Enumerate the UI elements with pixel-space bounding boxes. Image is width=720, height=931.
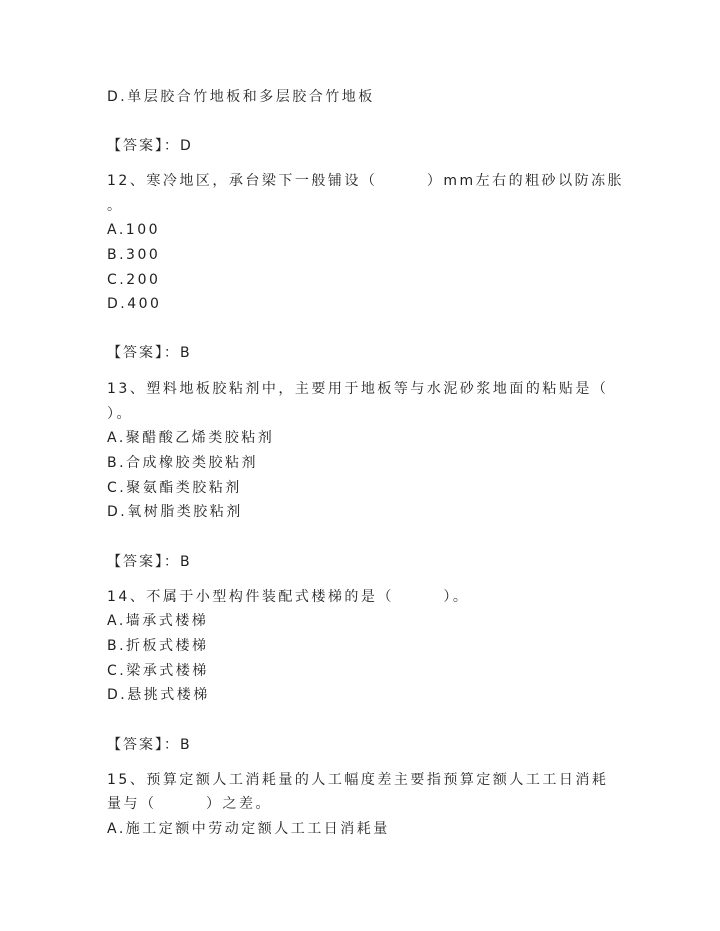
q13-stem-line-2: ）。 [107, 406, 133, 422]
q14-answer: 【答案】：B [107, 737, 192, 753]
q15-stem-line-2: 量与（ ）之差。 [107, 796, 272, 812]
q12-option-c: C.200 [107, 272, 161, 288]
q13-option-b: B.合成橡胶类胶粘剂 [107, 455, 259, 471]
q14-stem: 14、不属于小型构件装配式楼梯的是（ ）。 [107, 589, 470, 605]
q12-answer: 【答案】：B [107, 345, 192, 361]
q12-stem-line-1: 12、寒冷地区，承台梁下一般铺设（ ）mm左右的粗砂以防冻胀 [107, 173, 625, 189]
q14-option-d: D.悬挑式楼梯 [107, 687, 210, 703]
q14-option-a: A.墙承式楼梯 [107, 613, 209, 629]
q13-answer: 【答案】：B [107, 554, 192, 570]
q15-stem-line-1: 15、预算定额人工消耗量的人工幅度差主要指预算定额人工工日消耗 [107, 772, 609, 788]
q12-option-b: B.300 [107, 247, 161, 263]
q13-option-a: A.聚醋酸乙烯类胶粘剂 [107, 430, 275, 446]
q11-answer: 【答案】：D [107, 138, 193, 154]
q11-option-d: D.单层胶合竹地板和多层胶合竹地板 [107, 89, 375, 105]
q12-stem-line-2: 。 [107, 198, 124, 214]
q15-option-a: A.施工定额中劳动定额人工工日消耗量 [107, 821, 390, 837]
q14-option-c: C.梁承式楼梯 [107, 663, 209, 679]
q13-stem-line-1: 13、塑料地板胶粘剂中，主要用于地板等与水泥砂浆地面的粘贴是（ [107, 381, 609, 397]
q13-option-c: C.聚氨酯类胶粘剂 [107, 480, 242, 496]
q12-option-d: D.400 [107, 296, 162, 312]
q14-option-b: B.折板式楼梯 [107, 638, 209, 654]
q12-option-a: A.100 [107, 222, 161, 238]
q13-option-d: D.氧树脂类胶粘剂 [107, 504, 243, 520]
